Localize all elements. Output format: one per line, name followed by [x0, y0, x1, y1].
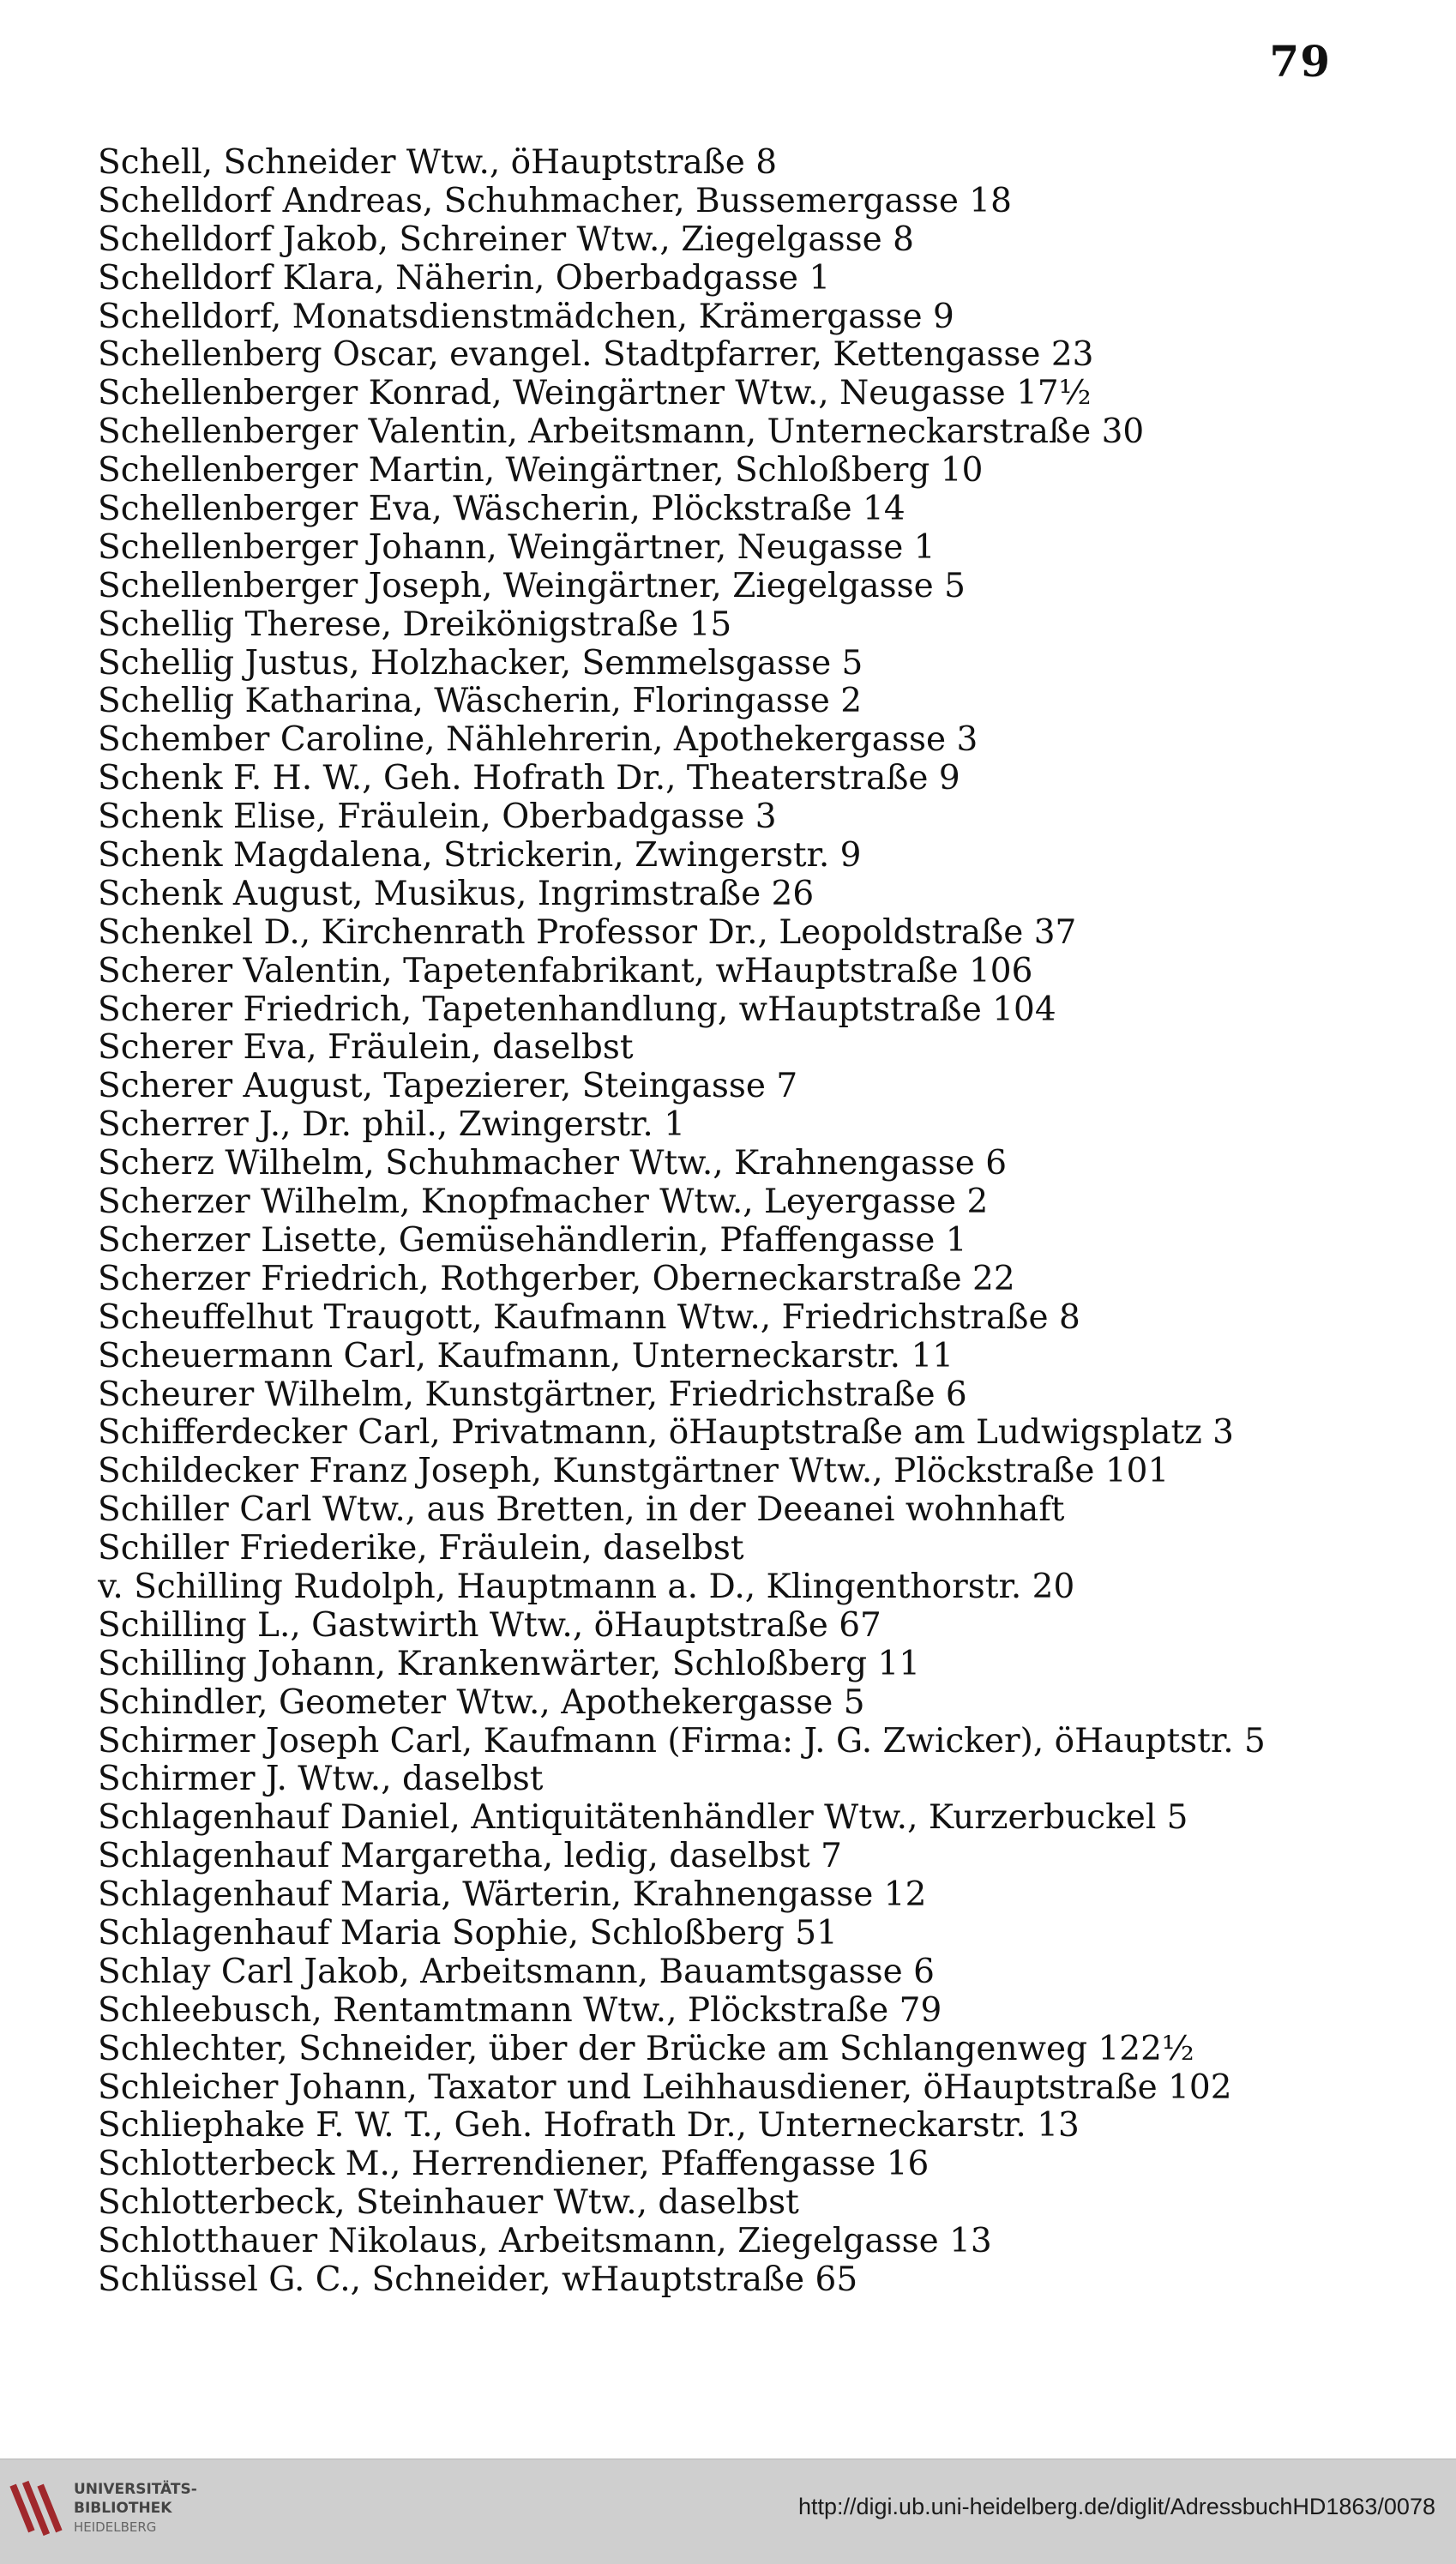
directory-entry: Schelldorf Jakob, Schreiner Wtw., Ziegelgasse 8 [98, 220, 914, 259]
directory-entry: Schellig Katharina, Wäscherin, Floringasse 2 [98, 683, 863, 721]
directory-entry: Scherer August, Tapezierer, Steingasse 7 [98, 1068, 798, 1106]
directory-entry: Schlechter, Schneider, über der Brücke am Schlangenweg 122½ [98, 2030, 1194, 2068]
library-logo[interactable] [15, 2478, 197, 2538]
directory-entry: Schlagenhauf Maria, Wärterin, Krahnengasse 12 [98, 1876, 927, 1915]
directory-entry: Scheuermann Carl, Kaufmann, Unterneckarstr. 11 [98, 1337, 954, 1375]
directory-entry: Schellenberger Johann, Weingärtner, Neugasse 1 [98, 528, 936, 567]
footer-bar [0, 2459, 1456, 2564]
directory-entry: v. Schilling Rudolph, Hauptmann a. D., Klingenthorstr. 20 [98, 1568, 1075, 1606]
directory-entry: Schember Caroline, Nählehrerin, Apothekergasse 3 [98, 721, 978, 760]
directory-entry: Schenk Elise, Fräulein, Oberbadgasse 3 [98, 798, 777, 837]
directory-entry: Scherer Eva, Fräulein, daselbst [98, 1029, 634, 1068]
directory-entry: Schliephake F. W. T., Geh. Hofrath Dr., Unterneckarstr. 13 [98, 2107, 1080, 2146]
directory-entry: Schlagenhauf Daniel, Antiquitätenhändler Wtw., Kurzerbuckel 5 [98, 1799, 1188, 1838]
directory-entry: Schellenberger Joseph, Weingärtner, Ziegelgasse 5 [98, 567, 966, 605]
directory-entry: Schelldorf Klara, Näherin, Oberbadgasse 1 [98, 259, 831, 298]
directory-entry: Schellenberger Martin, Weingärtner, Schloßberg 10 [98, 452, 984, 491]
university-seal-icon [15, 2478, 60, 2538]
directory-entries [98, 144, 1375, 2300]
directory-entry: Scherzer Wilhelm, Knopfmacher Wtw., Leyergasse 2 [98, 1183, 989, 1222]
directory-entry: Schifferdecker Carl, Privatmann, öHauptstraße am Ludwigsplatz 3 [98, 1414, 1234, 1453]
directory-entry: Schenk F. H. W., Geh. Hofrath Dr., Theaterstraße 9 [98, 760, 960, 798]
directory-entry: Schiller Friederike, Fräulein, daselbst [98, 1530, 744, 1568]
directory-entry: Schlagenhauf Margaretha, ledig, daselbst 7 [98, 1838, 842, 1876]
directory-entry: Schellenberg Oscar, evangel. Stadtpfarrer, Kettengasse 23 [98, 336, 1094, 375]
directory-entry: Scherer Friedrich, Tapetenhandlung, wHauptstraße 104 [98, 990, 1056, 1029]
directory-entry: Schleicher Johann, Taxator und Leihhausdiener, öHauptstraße 102 [98, 2068, 1232, 2107]
source-url-link[interactable]: http://digi.ub.uni-heidelberg.de/diglit/AdressbuchHD1863/0078 [797, 2494, 1435, 2519]
directory-entry: Scherz Wilhelm, Schuhmacher Wtw., Krahnengasse 6 [98, 1145, 1008, 1183]
directory-entry: Scherzer Friedrich, Rothgerber, Oberneckarstraße 22 [98, 1260, 1015, 1298]
logo-text-line1: UNIVERSITÄTS- [74, 2481, 197, 2498]
page-number: 79 [1269, 36, 1331, 87]
directory-entry: Schlay Carl Jakob, Arbeitsmann, Bauamtsgasse 6 [98, 1953, 935, 1991]
directory-entry: Schelldorf, Monatsdienstmädchen, Krämergasse 9 [98, 298, 954, 336]
directory-entry: Schilling L., Gastwirth Wtw., öHauptstraße 67 [98, 1606, 881, 1645]
directory-entry: Schelldorf Andreas, Schuhmacher, Bussemergasse 18 [98, 182, 1012, 220]
directory-entry: Schiller Carl Wtw., aus Bretten, in der Deeanei wohnhaft [98, 1491, 1065, 1530]
directory-entry: Schlotterbeck M., Herrendiener, Pfaffengasse 16 [98, 2146, 930, 2184]
directory-entry: Schirmer Joseph Carl, Kaufmann (Firma: J. G. Zwicker), öHauptstr. 5 [98, 1722, 1266, 1760]
directory-entry: Schellenberger Eva, Wäscherin, Plöckstraße 14 [98, 491, 905, 529]
directory-entry: Schilling Johann, Krankenwärter, Schloßberg 11 [98, 1645, 921, 1683]
directory-entry: Schellenberger Konrad, Weingärtner Wtw., Neugasse 17½ [98, 375, 1092, 413]
directory-entry: Schleebusch, Rentamtmann Wtw., Plöckstraße 79 [98, 1991, 942, 2030]
directory-entry: Schell, Schneider Wtw., öHauptstraße 8 [98, 144, 778, 182]
directory-entry: Schellig Justus, Holzhacker, Semmelsgasse 5 [98, 644, 863, 683]
directory-entry: Schenk Magdalena, Strickerin, Zwingerstr. 9 [98, 837, 862, 876]
directory-entry: Scheurer Wilhelm, Kunstgärtner, Friedrichstraße 6 [98, 1375, 967, 1414]
logo-text-line3: HEIDELBERG [74, 2519, 157, 2535]
directory-entry: Schindler, Geometer Wtw., Apothekergasse 5 [98, 1683, 865, 1722]
directory-entry: Schlüssel G. C., Schneider, wHauptstraße 65 [98, 2260, 858, 2299]
directory-entry: Schlotthauer Nikolaus, Arbeitsmann, Ziegelgasse 13 [98, 2223, 992, 2261]
directory-entry: Scherzer Lisette, Gemüsehändlerin, Pfaffengasse 1 [98, 1221, 967, 1260]
directory-entry: Schellenberger Valentin, Arbeitsmann, Unterneckarstraße 30 [98, 413, 1145, 452]
directory-entry: Schellig Therese, Dreikönigstraße 15 [98, 605, 732, 644]
directory-entry: Scherer Valentin, Tapetenfabrikant, wHauptstraße 106 [98, 952, 1033, 990]
directory-entry: Scheuffelhut Traugott, Kaufmann Wtw., Friedrichstraße 8 [98, 1298, 1080, 1337]
directory-entry: Schirmer J. Wtw., daselbst [98, 1760, 544, 1799]
directory-entry: Schlagenhauf Maria Sophie, Schloßberg 51 [98, 1914, 838, 1953]
directory-entry: Schenk August, Musikus, Ingrimstraße 26 [98, 875, 815, 913]
directory-entry: Schlotterbeck, Steinhauer Wtw., daselbst [98, 2184, 799, 2223]
directory-entry: Schildecker Franz Joseph, Kunstgärtner Wtw., Plöckstraße 101 [98, 1453, 1170, 1491]
directory-entry: Schenkel D., Kirchenrath Professor Dr., Leopoldstraße 37 [98, 913, 1077, 952]
directory-entry: Scherrer J., Dr. phil., Zwingerstr. 1 [98, 1106, 686, 1145]
logo-text-line2: BIBLIOTHEK [74, 2500, 172, 2517]
